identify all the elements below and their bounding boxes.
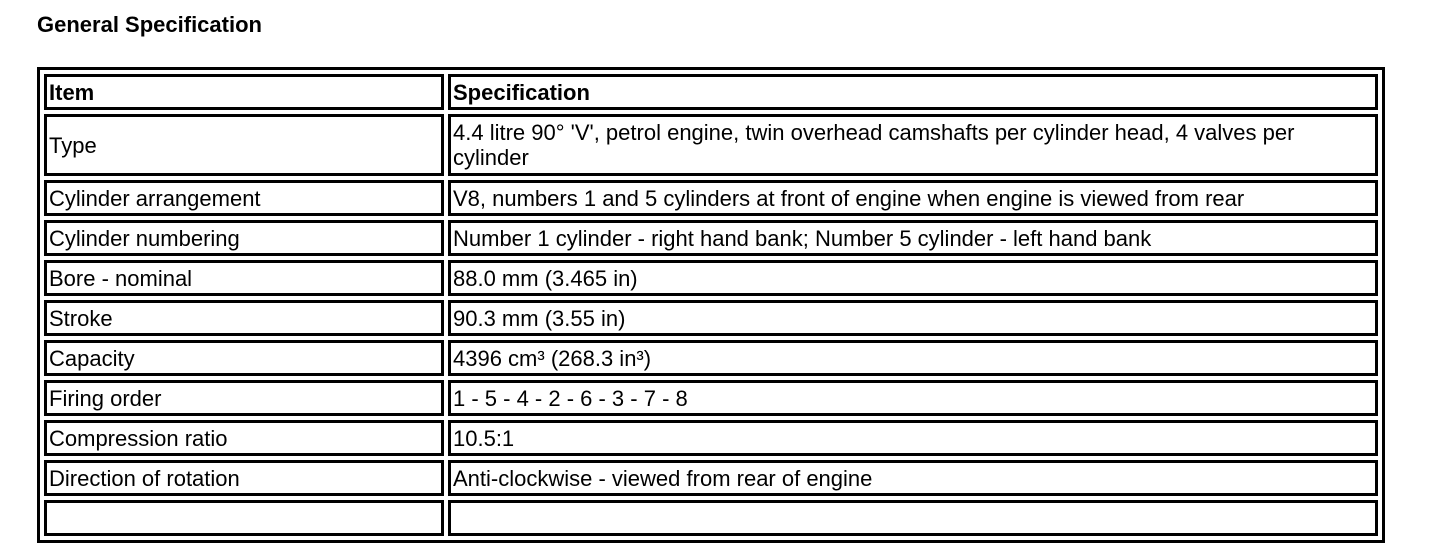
page-title: General Specification	[37, 12, 262, 37]
table-row	[44, 380, 1378, 416]
table-row	[44, 340, 1378, 376]
table-row	[44, 500, 1378, 536]
cell-specification: 4396 cm³ (268.3 in³)	[448, 340, 1378, 376]
cell-specification: 1 - 5 - 4 - 2 - 6 - 3 - 7 - 8	[448, 380, 1378, 416]
cell-item: Cylinder numbering	[44, 220, 444, 256]
column-header-item: Item	[44, 74, 444, 110]
table-row	[44, 460, 1378, 496]
cell-item: Bore - nominal	[44, 260, 444, 296]
cell-item: Direction of rotation	[44, 460, 444, 496]
table-row	[44, 300, 1378, 336]
cell-specification: 88.0 mm (3.465 in)	[448, 260, 1378, 296]
table-row	[44, 420, 1378, 456]
cell-item: Compression ratio	[44, 420, 444, 456]
cell-specification: Anti-clockwise - viewed from rear of engine	[448, 460, 1378, 496]
cell-item: Capacity	[44, 340, 444, 376]
cell-specification	[448, 500, 1378, 536]
table-row	[44, 260, 1378, 296]
cell-specification: Number 1 cylinder - right hand bank; Number 5 cylinder - left hand bank	[448, 220, 1378, 256]
cell-specification: 10.5:1	[448, 420, 1378, 456]
spec-table	[37, 67, 1385, 543]
cell-item: Stroke	[44, 300, 444, 336]
table-row	[44, 180, 1378, 216]
cell-item: Type	[44, 114, 444, 176]
cell-item: Cylinder arrangement	[44, 180, 444, 216]
cell-item	[44, 500, 444, 536]
cell-specification: V8, numbers 1 and 5 cylinders at front of engine when engine is viewed from rear	[448, 180, 1378, 216]
cell-specification: 90.3 mm (3.55 in)	[448, 300, 1378, 336]
table-row	[44, 220, 1378, 256]
spec-table-container	[37, 67, 1385, 547]
cell-specification: 4.4 litre 90° 'V', petrol engine, twin overhead camshafts per cylinder head, 4 valves per cylinder	[448, 114, 1378, 176]
table-header-row	[44, 74, 1378, 110]
cell-item: Firing order	[44, 380, 444, 416]
column-header-specification: Specification	[448, 74, 1378, 110]
table-row	[44, 114, 1378, 176]
